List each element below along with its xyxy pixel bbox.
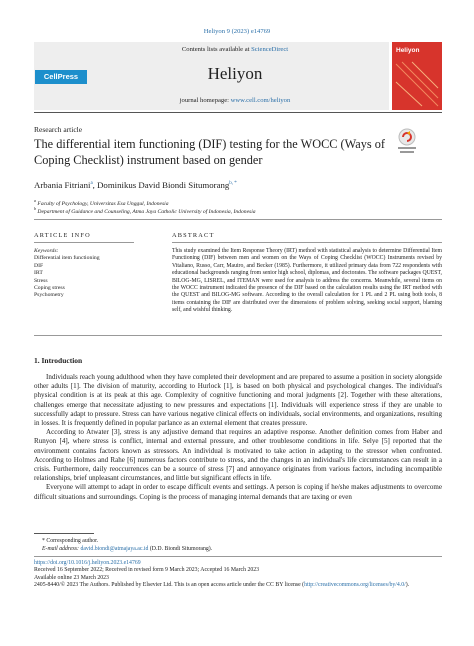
abstract-heading: ABSTRACT <box>172 232 215 239</box>
affiliation-marker[interactable]: a <box>90 181 93 187</box>
author-list <box>34 180 237 190</box>
affiliation-text: Faculty of Psychology, Universitas Esa Unggul, Indonesia <box>37 200 169 207</box>
license-link[interactable]: http://creativecommons.org/licenses/by/4.0/ <box>304 581 406 588</box>
sciencedirect-link[interactable]: ScienceDirect <box>251 46 289 53</box>
affiliation <box>34 206 256 215</box>
license-suffix: ). <box>405 581 410 588</box>
abstract-text: This study examined the Item Response Theory (IRT) method with statistical analysis to determine Differential Item Functioning (DIF) between men and women on the Ways of Coping Checklist (WOCC) Instruments revised by Vitaliano, Russo, Carr, Mauiro, and Becker (1985). Furthermore, it utilized primary data from 722 respondents with educational backgrounds ranging from senior high school, diplomas, and doctorates. The software packages QUEST, BILOG-MG, LISREL, and ITEMAN were used for analysis to address the concerns. Meanwhile, several items on the WOCC instrument indicated the presence of the DIF based on the calculation results using the IRT method with the QUEST and BILOG-MG software. According to the overall calculation for 1 PL and 2 PL using both tools, 8 items containing the DIF are distributed over the dimensions of problem solving, seeking social support, blaming self, and wishful thinking. <box>172 248 442 314</box>
license-statement <box>34 582 442 589</box>
paragraph: Individuals reach young adulthood when they have completed their development and are prepared to assume a position in society alongside other adults [1]. The division of maturity, according to Hurlock [1], is based on both physical and psychological changes. The individual's physical condition is at its peak at this age. Complexity of cognitive functioning and moral judgments [2]. Together with these alterations, challenges emerge that necessitate adjusting to new pressures and expectations [1]. Individuals will experience stress if they are unable to successfully adapt to pressure. Stress can have various negative clinical effects on individuals, social environments, and organizations, resulting in losses. It is frequently defined in popular parlance as an external element that creates pressure. <box>34 373 442 428</box>
email-link[interactable]: david.biondi@atmajaya.ac.id <box>80 546 149 552</box>
affiliation-divider <box>34 219 442 220</box>
affiliation-marker[interactable]: b, * <box>229 181 237 187</box>
paragraph: Everyone will attempt to adapt in order to escape difficult events and settings. A person is coping if he/she makes adjustments to overcome difficult situations and surroundings. Coping is the process of managing internal demands that are taxing or even <box>34 483 442 501</box>
keyword: Psychometry <box>34 292 64 299</box>
article-title: The differential item functioning (DIF) testing for the WOCC (Ways of Coping Checklist) instrument based on gender <box>34 137 385 167</box>
email-label: E-mail address: <box>42 546 79 552</box>
journal-title: Heliyon <box>207 64 263 83</box>
cover-title: Heliyon <box>396 47 420 54</box>
keyword: Differential item functioning <box>34 255 100 262</box>
check-for-updates-icon[interactable] <box>392 126 422 156</box>
header-divider <box>34 112 442 113</box>
keyword: DIF <box>34 262 44 269</box>
author-name[interactable]: Dominikus David Biondi Situmorang <box>97 180 230 190</box>
author-name[interactable]: Arbania Fitriani <box>34 180 91 190</box>
corresponding-author-note: * Corresponding author. <box>42 538 99 544</box>
doi-link[interactable]: https://doi.org/10.1016/j.heliyon.2023.e14769 <box>34 560 141 566</box>
homepage-link[interactable]: www.cell.com/heliyon <box>230 97 291 104</box>
license-prefix: 2405-8440/© 2023 The Authors. Published by Elsevier Ltd. This is an open access article under the CC BY license ( <box>34 581 305 588</box>
article-type: Research article <box>34 125 83 134</box>
body-divider <box>34 335 442 336</box>
affiliation-text: Department of Guidance and Counseling, Atma Jaya Catholic University of Indonesia, Indonesia <box>37 208 256 215</box>
email-line <box>42 546 212 552</box>
affiliation-sup: b <box>34 206 36 211</box>
cellpress-logo-text: CellPress <box>43 72 79 81</box>
author-separator: , <box>92 180 98 190</box>
contents-line <box>100 46 370 53</box>
journal-reference[interactable]: Heliyon 9 (2023) e14769 <box>203 28 271 35</box>
email-suffix: (D.D. Biondi Situmorang). <box>148 546 213 552</box>
available-online: Available online 23 March 2023 <box>34 574 109 581</box>
contents-prefix: Contents lists available at <box>181 46 250 53</box>
keywords-block <box>34 248 144 300</box>
keyword: IRT <box>34 270 43 277</box>
cellpress-logo[interactable] <box>35 70 87 84</box>
article-info-divider <box>34 242 134 243</box>
keywords-label: Keywords: <box>34 248 59 254</box>
journal-cover-thumbnail[interactable] <box>392 42 442 110</box>
affiliation-sup: a <box>34 198 36 203</box>
homepage-line <box>100 97 370 104</box>
section-heading-introduction: 1. Introduction <box>34 356 83 365</box>
footnote-divider <box>34 533 94 534</box>
received-dates: Received 16 September 2022; Received in revised form 9 March 2023; Accepted 16 March 2023 <box>34 567 260 574</box>
paragraph: According to Atwater [3], stress is any adjustive demand that requires an adaptive response. Another definition comes from Haber and Runyon [4], where stress is conflict, internal and external pressure, and other troublesome conditions in life. Selye [5] reported that the environment contains factors known as stressors. An individual is motivated to take action in adapting to the stressor when confronted. According to Holmes and Rahe [6] numerous factors contribute to stress, and the changes in an individual's life circumstances can result in a crisis. Furthermore, daily reoccurrences can be a source of stress [7] and annoyance originates from various factors, including incompatible relationships, brief unpleasant circumstances, and little but significant effects in life. <box>34 428 442 483</box>
homepage-prefix: journal homepage: <box>179 97 229 104</box>
article-info-heading: ARTICLE INFO <box>34 232 91 239</box>
keyword: Stress <box>34 277 48 284</box>
article-metadata <box>34 560 442 589</box>
meta-divider <box>34 556 442 557</box>
introduction-body <box>34 373 442 502</box>
keyword: Coping stress <box>34 285 65 292</box>
abstract-divider <box>172 242 442 243</box>
